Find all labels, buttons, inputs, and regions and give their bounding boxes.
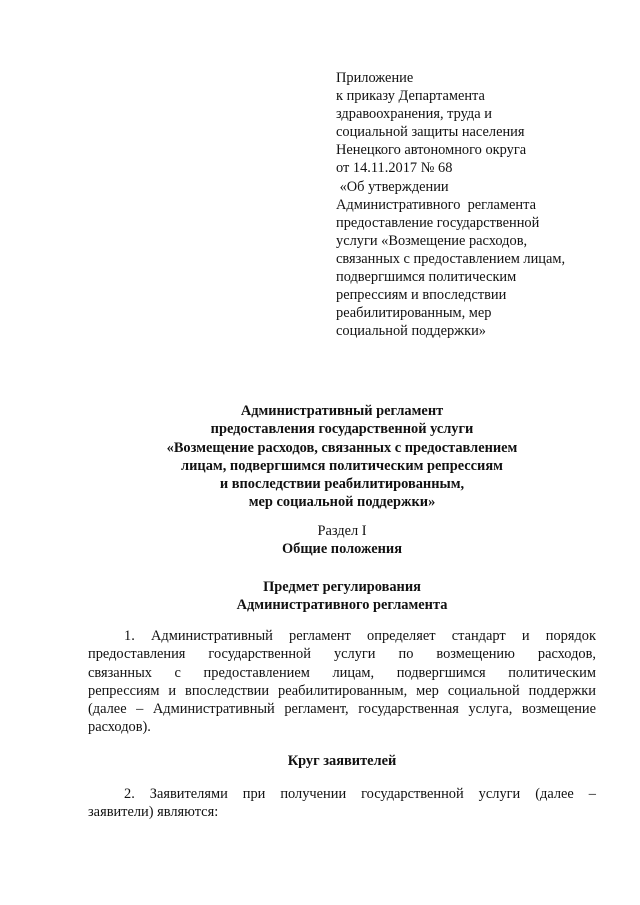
appendix-line: реабилитированным, мер (336, 305, 492, 322)
appendix-line: Ненецкого автономного округа (336, 142, 527, 159)
paragraph-2 (88, 785, 596, 822)
paragraph-line: 1. Административный регламент определяет стандарт и порядок (124, 628, 596, 644)
title-line: и впоследствии реабилитированным, (219, 476, 465, 493)
appendix-line: услуги «Возмещение расходов, (336, 232, 528, 249)
appendix-line: подвергшимся политическим (336, 269, 517, 286)
appendix-line: к приказу Департамента (336, 88, 485, 105)
section-number: Раздел I (317, 523, 367, 539)
paragraph-1 (88, 627, 596, 737)
appendix-line: здравоохранения, труда и (336, 106, 492, 123)
title-line: «Возмещение расходов, связанных с предоставлением (166, 439, 518, 456)
appendix-line: Административного регламента (336, 196, 536, 213)
appendix-line: от 14.11.2017 № 68 (336, 160, 453, 177)
appendix-line: связанных с предоставлением лицам, (336, 250, 566, 267)
paragraph-line: 2. Заявителями при получении государственной услуги (далее – (124, 786, 596, 802)
title-line: лицам, подвергшимся политическим репрессиям (181, 457, 503, 474)
subject-line: Административного регламента (236, 597, 448, 614)
title-line: мер социальной поддержки» (248, 494, 436, 511)
appendix-line: репрессиям и впоследствии (336, 287, 507, 304)
appendix-line: предоставление государственной (336, 214, 540, 231)
appendix-header (336, 69, 596, 340)
appendix-line: «Об утверждении (336, 178, 449, 195)
appendix-line: Приложение (336, 70, 414, 86)
appendix-line: социальной поддержки» (336, 323, 486, 340)
appendix-line: социальной защиты населения (336, 124, 525, 141)
section-heading (88, 522, 596, 559)
paragraph-line: репрессиям и впоследствии реабилитированным, мер социальной поддержки (88, 682, 596, 699)
paragraph-line: заявители) являются: (88, 804, 219, 821)
paragraph-line: расходов). (88, 719, 151, 736)
subject-heading (88, 578, 596, 615)
paragraph-line: предоставления государственной услуги по возмещению расходов, (88, 646, 596, 663)
document-title (88, 402, 596, 512)
section-name: Общие положения (281, 541, 403, 558)
applicants-heading-text: Круг заявителей (287, 753, 397, 769)
subject-line: Предмет регулирования (263, 579, 421, 595)
paragraph-line: связанных с предоставлением лицам, подвергшимся политическим (88, 664, 596, 681)
title-line: Административный регламент (240, 403, 444, 419)
paragraph-line: (далее – Административный регламент, государственная услуга, возмещение (88, 701, 596, 718)
applicants-heading (88, 752, 596, 770)
title-line: предоставления государственной услуги (210, 421, 474, 438)
